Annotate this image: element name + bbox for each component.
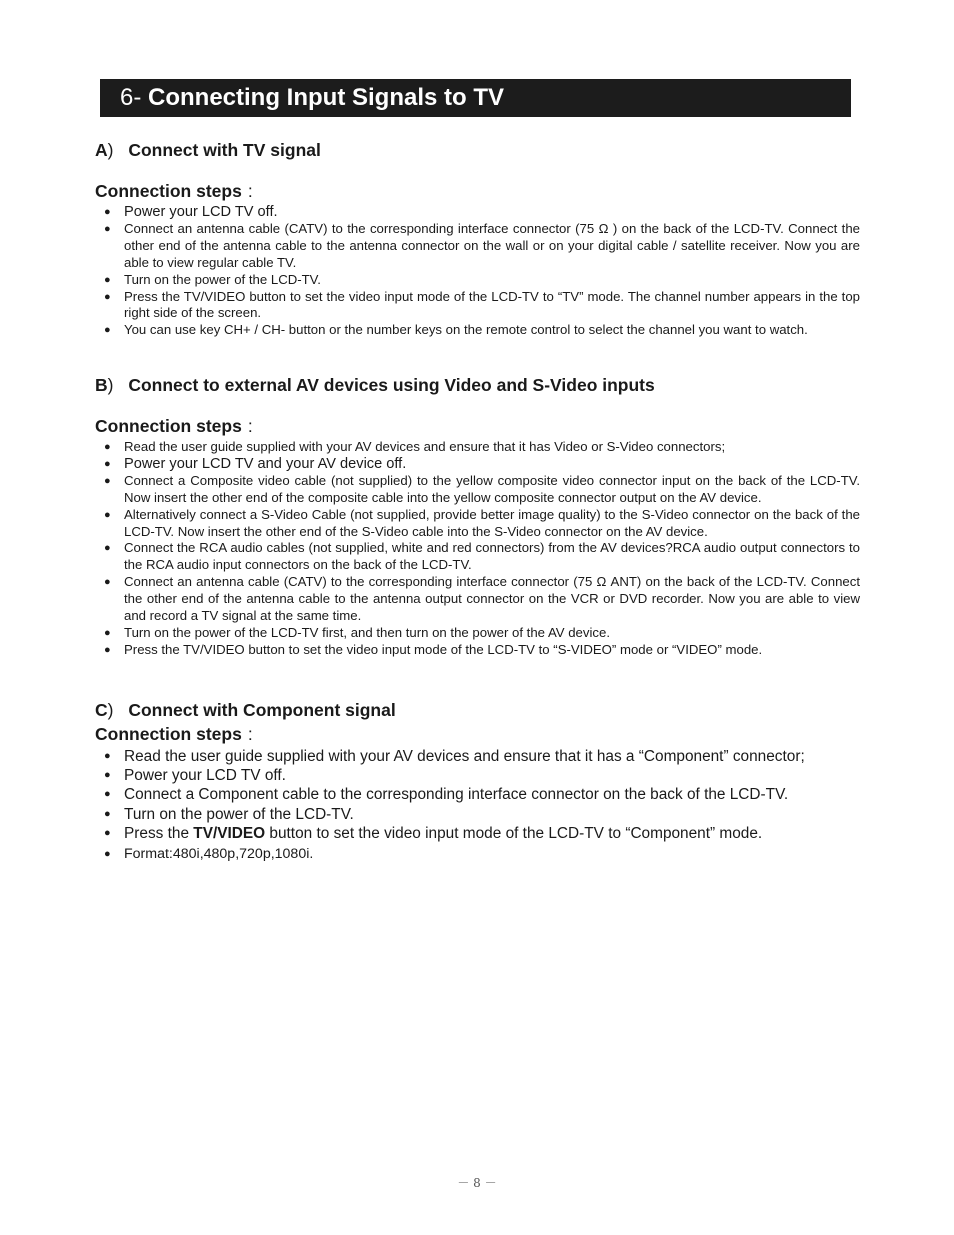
bullet-icon: ● bbox=[104, 788, 111, 801]
bullet-icon: ● bbox=[104, 542, 111, 555]
section-b-steps-list bbox=[100, 439, 860, 659]
list-item: ● Alternatively connect a S-Video Cable (not supplied, provide better image quality) to the S-Video connector on the back of the LCD-TV. Now insert the other end of the S-Video cable into the S-Video connector on the AV device. bbox=[104, 506, 860, 539]
list-item: ● Connect the RCA audio cables (not supplied, white and red connectors) from the AV devices?RCA audio output connectors to the RCA audio input connectors on the back of the LCD-TV. bbox=[104, 540, 860, 573]
tv-video-button-name: TV/VIDEO bbox=[193, 824, 266, 842]
section-title: Connect to external AV devices using Video and S-Video inputs bbox=[128, 375, 655, 395]
section-title: Connect with Component signal bbox=[128, 700, 396, 720]
list-item: ● Power your LCD TV off. bbox=[104, 767, 286, 785]
page-title-bar bbox=[100, 79, 851, 117]
list-item: ● Read the user guide supplied with your AV devices and ensure that it has Video or S-Video connectors; bbox=[104, 439, 726, 454]
list-item: ● Connect an antenna cable (CATV) to the corresponding interface connector (75 Ω ANT) on the back of the LCD-TV. Connect the other end of the antenna cable to the antenna output connector on the VCR or DVD recorder. Now you are able to view and record a TV signal at the same time. bbox=[104, 574, 860, 624]
section-a-heading: A) Connect with TV signal bbox=[95, 140, 321, 160]
bullet-icon: ● bbox=[104, 206, 111, 218]
page-number: － 8 － bbox=[457, 1176, 497, 1190]
list-item: ● Read the user guide supplied with your AV devices and ensure that it has a “Component” connector; bbox=[104, 748, 805, 765]
list-item: ● Turn on the power of the LCD-TV. bbox=[104, 271, 321, 287]
bullet-icon: ● bbox=[104, 324, 111, 337]
bullet-icon: ● bbox=[104, 273, 111, 286]
bullet-icon: ● bbox=[104, 807, 111, 820]
list-item: ● Connect an antenna cable (CATV) to the corresponding interface connector (75 Ω ) on the back of the LCD-TV. Connect the other end of the antenna cable to the antenna connector on the wall or on your digital cable / satellite receiver. Now you are able to view regular cable TV. bbox=[104, 220, 860, 270]
list-item: ● Press the TV/VIDEO button to set the video input mode of the LCD-TV to “TV” mode. The channel number appears in the top right side of the screen. bbox=[104, 288, 860, 321]
section-letter: C bbox=[95, 700, 108, 720]
section-a-steps-list bbox=[100, 204, 860, 339]
section-c-heading: C) Connect with Component signal bbox=[95, 700, 396, 720]
bullet-icon: ● bbox=[104, 643, 111, 656]
section-letter: B bbox=[95, 375, 108, 395]
bullet-icon: ● bbox=[104, 769, 111, 782]
section-a-steps-label: Connection steps : bbox=[95, 181, 253, 201]
page-title: Connecting Input Signals to TV bbox=[148, 84, 504, 111]
bullet-icon: ● bbox=[104, 441, 111, 453]
section-c-steps-label: Connection steps : bbox=[95, 724, 253, 744]
list-item: ● Connect a Component cable to the corresponding interface connector on the back of the LCD-TV. bbox=[104, 786, 789, 804]
list-item: ● Press the TV/VIDEO button to set the video input mode of the LCD-TV to “Component” mode. bbox=[104, 824, 763, 842]
section-b-heading: B) Connect to external AV devices using Video and S-Video inputs bbox=[95, 375, 655, 395]
bullet-icon: ● bbox=[104, 508, 111, 521]
bullet-icon: ● bbox=[104, 848, 111, 861]
bullet-icon: ● bbox=[104, 222, 111, 235]
list-item: ● Turn on the power of the LCD-TV first, and then turn on the power of the AV device. bbox=[104, 624, 611, 640]
bullet-icon: ● bbox=[104, 290, 111, 303]
bullet-icon: ● bbox=[104, 826, 111, 839]
list-item: ● Connect a Composite video cable (not supplied) to the yellow composite video connector input on the back of the LCD-TV. Now insert the other end of the composite cable into the yellow composite connector output on the AV device. bbox=[104, 472, 860, 505]
list-item: ● Format:480i,480p,720p,1080i. bbox=[100, 845, 860, 864]
bullet-icon: ● bbox=[104, 576, 111, 589]
bullet-icon: ● bbox=[104, 626, 111, 639]
list-item: ● Press the TV/VIDEO button to set the video input mode of the LCD-TV to “S-VIDEO” mode or “VIDEO” mode. bbox=[104, 641, 763, 657]
bullet-icon: ● bbox=[104, 474, 111, 487]
list-item: ● You can use key CH+ / CH- button or the number keys on the remote control to select the channel you want to watch. bbox=[104, 322, 808, 338]
title-number: 6- bbox=[120, 84, 142, 111]
section-letter: A bbox=[95, 140, 108, 160]
section-c-steps-list bbox=[100, 747, 860, 864]
section-title: Connect with TV signal bbox=[128, 140, 321, 160]
list-item: ● Turn on the power of the LCD-TV. bbox=[104, 805, 354, 823]
section-b-steps-label: Connection steps : bbox=[95, 416, 253, 436]
bullet-icon: ● bbox=[104, 457, 111, 470]
list-item: ● Power your LCD TV and your AV device off. bbox=[104, 455, 407, 472]
bullet-icon: ● bbox=[104, 750, 111, 762]
list-item: ● Power your LCD TV off. bbox=[104, 204, 278, 220]
